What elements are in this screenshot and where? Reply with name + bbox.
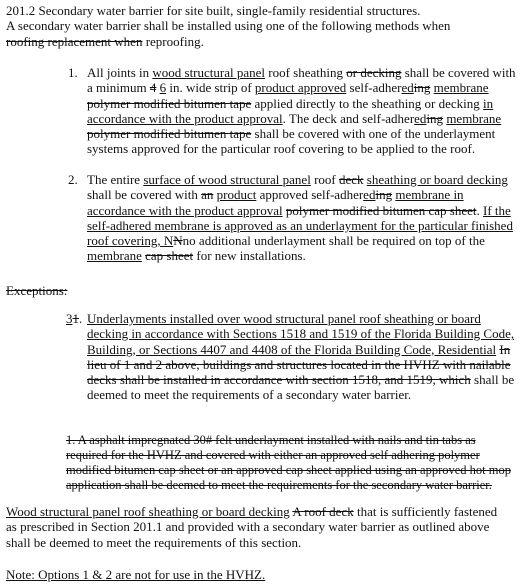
section-heading: [6, 3, 516, 49]
item-2-number: 2.: [68, 172, 78, 187]
deleted-exception: 1. A asphalt impregnated 30# felt underlayment installed with nails and tin tabs as required for the HVHZ and covered with either an approved self adhering polymer modified bitumen cap sheet or an approved cap sheet applied using an approved hot mop application shall be deemed to meet the requirements for the secondary water barrier.: [66, 433, 512, 492]
heading-line-1: 201.2 Secondary water barrier for site built, single-family residential structures.: [6, 3, 421, 18]
deleted-text: roofing replacement when: [6, 33, 143, 49]
exceptions-label: Exceptions:: [6, 283, 68, 298]
heading-line-3: roofing replacement when reproofing.: [6, 33, 204, 49]
heading-line-2: A secondary water barrier shall be installed using one of the following methods when: [6, 18, 451, 34]
item-1-number: 1.: [68, 65, 78, 80]
closing-paragraph: Wood structural panel roof sheathing or board decking A roof deck that is sufficiently fastened as prescribed in Section 201.1 and provided with a secondary water barrier as outlined above shall be deemed to meet the requirements of this section.: [6, 504, 498, 550]
item-1-text: All joints in wood structural panel roof sheathing or decking shall be covered with a minimum 4 6 in. wide strip of product approved self-adhereding membrane polymer modified bitumen tape applied directly to the sheathing or decking in accordance with the product approval. The deck and self-adhereding membrane polymer modified bitumen tape shall be covered with one of the underlayment systems approved for the particular roof covering to be applied to the roof.: [87, 65, 516, 157]
item-3-text: Underlayments installed over wood structural panel roof sheathing or board decking in accordance with Sections 1518 and 1519 of the Florida Building Code, Building, or Sections 4407 and 4408 of the Florida Building Code, Residential In lieu of 1 and 2 above, buildings and structures located in the HVHZ with nailable decks shall be installed in accordance with section 1518, and 1519, which shall be deemed to meet the requirements of a secondary water barrier.: [87, 311, 515, 403]
item-3-number: 31.: [66, 311, 83, 326]
item-2-text: The entire surface of wood structural panel roof deck sheathing or board decking shall be covered with an product approved self-adhereding membrane in accordance with the product approval polymer modified bitumen cap sheet. If the self-adhered membrane is approved as an underlayment for the particular finished roof covering, NNno additional underlayment shall be required on top of the membrane cap sheet for new installations.: [87, 172, 513, 264]
note: Note: Options 1 & 2 are not for use in the HVHZ.: [6, 567, 266, 582]
